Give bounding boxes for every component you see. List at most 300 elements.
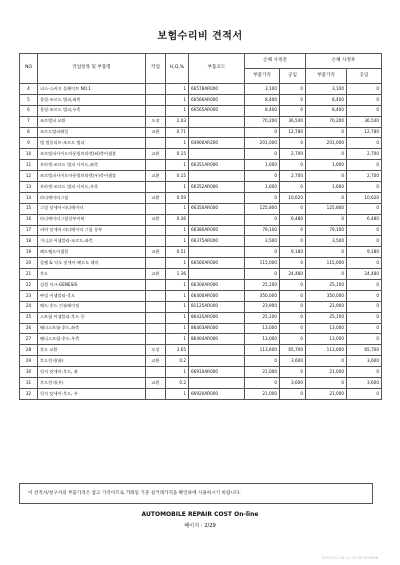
row-part-code: 66352AR000 xyxy=(189,182,245,193)
row-labor-after: 0 xyxy=(347,105,382,116)
row-parts-price-before: 21,000 xyxy=(245,388,280,399)
row-item-name: 물링-조르드 범퍼,우측 xyxy=(38,105,146,116)
row-parts-price-before: 25,100 xyxy=(245,312,280,323)
row-no: 25 xyxy=(20,312,38,323)
row-no: 26 xyxy=(20,323,38,334)
row-labor-before: 0 xyxy=(280,301,306,312)
row-no: 13 xyxy=(20,182,38,193)
row-work: 교환 xyxy=(146,149,166,160)
row-parts-price-before: 0 xyxy=(245,356,280,367)
table-row xyxy=(20,160,382,171)
row-part-code: 66920AR000 xyxy=(189,388,245,399)
row-hq: 1 xyxy=(166,258,189,269)
price-notice: 이 견적서/청구서의 부품가격은 참고 가격이므로 거래일 기준 실거래가격을 확인하에 사용하시기 바랍니다. xyxy=(19,483,373,504)
row-no: 18 xyxy=(20,236,38,247)
row-work: 교환 xyxy=(146,127,166,138)
header-item: 작업항목 및 부품명 xyxy=(38,54,146,84)
row-labor-after: 0 xyxy=(347,367,382,378)
row-hq: 0.15 xyxy=(166,171,189,182)
row-hq: 1 xyxy=(166,203,189,214)
row-hq: 0.2 xyxy=(166,356,189,367)
table-row xyxy=(20,127,382,138)
row-labor-before: 0 xyxy=(280,323,306,334)
row-parts-price-after: 1,600 xyxy=(306,182,347,193)
row-item-name: 후드힌지(좌) xyxy=(38,356,146,367)
row-hq: 0.59 xyxy=(166,192,189,203)
row-parts-price-after: 21,000 xyxy=(306,388,347,399)
row-parts-price-after: 115,000 xyxy=(306,258,347,269)
row-parts-price-before: 0 xyxy=(245,269,280,280)
row-labor-after: 10,620 xyxy=(347,192,382,203)
row-parts-price-after: 8,400 xyxy=(306,105,347,116)
row-part-code xyxy=(189,356,245,367)
print-timestamp: 2019-02-18 11:25:39 878388 xyxy=(321,555,378,560)
row-work xyxy=(146,258,166,269)
footer-brand: AUTOMOBILE REPAIR COST On-line xyxy=(141,511,259,518)
header-labor-before: 공임 xyxy=(280,69,306,84)
row-no: 27 xyxy=(20,334,38,345)
row-hq: 1 xyxy=(166,367,189,378)
row-labor-before: 9,180 xyxy=(280,247,306,258)
row-labor-after: 0 xyxy=(347,203,382,214)
row-labor-before: 24,480 xyxy=(280,269,306,280)
row-item-name: 조르범퍼 교환 xyxy=(38,116,146,127)
row-work xyxy=(146,334,166,345)
row-no: 19 xyxy=(20,247,38,258)
row-labor-before: 0 xyxy=(280,203,306,214)
header-hq: H,Q,% xyxy=(166,54,189,84)
row-labor-before: 0 xyxy=(280,312,306,323)
row-labor-before: 65,700 xyxy=(280,345,306,356)
row-parts-price-after: 350,000 xyxy=(306,290,347,301)
row-parts-price-before: 23,900 xyxy=(245,301,280,312)
row-part-code xyxy=(189,345,245,356)
row-hq: 1 xyxy=(166,334,189,345)
row-no: 14 xyxy=(20,192,38,203)
row-part-code: 86403AR000 xyxy=(189,323,245,334)
row-item-name: 피스-스커프 플레이트 NO.1 xyxy=(38,84,146,95)
row-hq: 1 xyxy=(166,94,189,105)
row-parts-price-after: 0 xyxy=(306,171,347,182)
table-row xyxy=(20,323,382,334)
row-item-name: 브라켓-조르드 범퍼 사이드,좌측 xyxy=(38,160,146,171)
row-parts-price-before: 350,000 xyxy=(245,290,280,301)
row-labor-before: 0 xyxy=(280,258,306,269)
row-hq: 1 xyxy=(166,388,189,399)
table-row xyxy=(20,182,382,193)
row-part-code: 66380AR000 xyxy=(189,225,245,236)
row-parts-price-before: 201,000 xyxy=(245,138,280,149)
table-row xyxy=(20,334,382,345)
row-hq: 1 xyxy=(166,236,189,247)
row-item-name: 실렁 어크-GENESIS xyxy=(38,280,146,291)
row-hq: 1 xyxy=(166,312,189,323)
table-row xyxy=(20,388,382,399)
row-item-name: 후드 xyxy=(38,269,146,280)
row-item-name: 힌지 앗세이-후드, 우 xyxy=(38,388,146,399)
row-labor-before: 0 xyxy=(280,84,306,95)
row-labor-after: 12,780 xyxy=(347,127,382,138)
row-parts-price-after: 201,000 xyxy=(306,138,347,149)
table-row xyxy=(20,236,382,247)
row-item-name: 헤드램프어셈블 xyxy=(38,247,146,258)
row-parts-price-after: 8,400 xyxy=(306,94,347,105)
row-parts-price-before: 0 xyxy=(245,149,280,160)
row-parts-price-after: 0 xyxy=(306,214,347,225)
row-hq: 2.03 xyxy=(166,116,189,127)
row-no: 12 xyxy=(20,171,38,182)
row-labor-after: 0 xyxy=(347,138,382,149)
page-number: 페이지 : 2/29 xyxy=(184,523,216,529)
row-work xyxy=(146,160,166,171)
row-parts-price-after: 125,800 xyxy=(306,203,347,214)
header-parts-price-before: 부품가격 xyxy=(245,69,280,84)
row-labor-after: 9,180 xyxy=(347,247,382,258)
row-labor-after: 0 xyxy=(347,301,382,312)
row-labor-after: 0 xyxy=(347,290,382,301)
table-row xyxy=(20,138,382,149)
row-no: 8 xyxy=(20,127,38,138)
row-labor-after: 0 xyxy=(347,323,382,334)
row-hq: 1.36 xyxy=(166,269,189,280)
header-before-group: 손해 사정전 xyxy=(245,54,306,69)
row-labor-after: 65,700 xyxy=(347,345,382,356)
row-parts-price-before: 1,600 xyxy=(245,160,280,171)
row-part-code: 66560AR000 xyxy=(189,258,245,269)
table-row xyxy=(20,192,382,203)
row-work xyxy=(146,367,166,378)
row-item-name: 웨더스트립-후드,우측 xyxy=(38,334,146,345)
row-item-name: 후드힌지(우) xyxy=(38,378,146,389)
row-labor-after: 2,700 xyxy=(347,171,382,182)
row-parts-price-after: 0 xyxy=(306,247,347,258)
row-labor-after: 3,600 xyxy=(347,378,382,389)
row-item-name: 물링-조르드 범퍼,좌측 xyxy=(38,94,146,105)
table-row xyxy=(20,105,382,116)
row-item-name: 조르드범퍼레일 xyxy=(38,127,146,138)
row-parts-price-before: 3,500 xyxy=(245,236,280,247)
row-part-code xyxy=(189,214,245,225)
table-row xyxy=(20,378,382,389)
row-parts-price-before: 113,600 xyxy=(245,345,280,356)
row-labor-before: 12,780 xyxy=(280,127,306,138)
row-work xyxy=(146,138,166,149)
table-header-row xyxy=(20,54,382,69)
row-labor-before: 2,700 xyxy=(280,171,306,182)
row-labor-before: 3,600 xyxy=(280,356,306,367)
table-row xyxy=(20,247,382,258)
table-row xyxy=(20,345,382,356)
row-labor-before: 3,600 xyxy=(280,378,306,389)
row-part-code xyxy=(189,192,245,203)
row-labor-before: 0 xyxy=(280,290,306,301)
row-item-name: 그릴 앗세이-라디에이터 xyxy=(38,203,146,214)
row-no: 28 xyxy=(20,345,38,356)
row-part-code: 86435AR000 xyxy=(189,312,245,323)
row-parts-price-after: 70,200 xyxy=(306,116,347,127)
row-parts-price-after: 1,600 xyxy=(306,160,347,171)
row-labor-before: 0 xyxy=(280,280,306,291)
row-part-code: 66300AR000 xyxy=(189,280,245,291)
row-labor-before: 10,620 xyxy=(280,192,306,203)
row-hq: 1 xyxy=(166,105,189,116)
table-row xyxy=(20,356,382,367)
row-no: 24 xyxy=(20,301,38,312)
row-parts-price-before: 1,600 xyxy=(245,182,280,193)
row-no: 32 xyxy=(20,388,38,399)
row-work: 교환 xyxy=(146,192,166,203)
row-no: 30 xyxy=(20,367,38,378)
header-parts-price-after: 부품가격 xyxy=(306,69,347,84)
row-labor-before: 0 xyxy=(280,182,306,193)
row-work: 교환 xyxy=(146,269,166,280)
row-part-code xyxy=(189,127,245,138)
row-no: 20 xyxy=(20,258,38,269)
row-parts-price-after: 0 xyxy=(306,378,347,389)
row-work xyxy=(146,203,166,214)
row-item-name: 브라켓-조르드 범퍼 사이드,우측 xyxy=(38,182,146,193)
row-parts-price-after: 23,900 xyxy=(306,301,347,312)
row-parts-price-after: 3,100 xyxy=(306,84,347,95)
row-parts-price-before: 13,000 xyxy=(245,323,280,334)
row-no: 15 xyxy=(20,203,38,214)
row-parts-price-after: 79,100 xyxy=(306,225,347,236)
row-item-name: 조르범퍼사이드아웃링브라켓(우)측어셈블 xyxy=(38,171,146,182)
row-hq: 0.2 xyxy=(166,378,189,389)
row-parts-price-after: 13,000 xyxy=(306,334,347,345)
row-labor-before: 2,700 xyxy=(280,149,306,160)
row-work xyxy=(146,225,166,236)
row-hq: 1 xyxy=(166,301,189,312)
row-labor-after: 0 xyxy=(347,94,382,105)
row-hq: 1 xyxy=(166,290,189,301)
row-part-code: 66400AR000 xyxy=(189,290,245,301)
table-row xyxy=(20,214,382,225)
row-work xyxy=(146,182,166,193)
row-part-code xyxy=(189,269,245,280)
row-parts-price-before: 8,400 xyxy=(245,105,280,116)
header-labor-after: 공임 xyxy=(347,69,382,84)
row-hq: 1 xyxy=(166,323,189,334)
row-item-name: 라디에이터그릴 xyxy=(38,192,146,203)
row-labor-after: 0 xyxy=(347,312,382,323)
row-labor-after: 24,480 xyxy=(347,269,382,280)
row-labor-after: 3,600 xyxy=(347,356,382,367)
row-parts-price-before: 79,100 xyxy=(245,225,280,236)
row-part-code xyxy=(189,149,245,160)
table-row xyxy=(20,171,382,182)
row-parts-price-before: 25,100 xyxy=(245,280,280,291)
row-item-name: 후드 교환 xyxy=(38,345,146,356)
row-work: 교환 xyxy=(146,214,166,225)
row-hq: 0.15 xyxy=(166,149,189,160)
row-part-code xyxy=(189,116,245,127)
row-work xyxy=(146,290,166,301)
row-part-code: 66351AR000 xyxy=(189,160,245,171)
row-item-name: 힌지 앗세이-후드, 좌 xyxy=(38,367,146,378)
row-work xyxy=(146,388,166,399)
row-hq: 1 xyxy=(166,280,189,291)
table-row xyxy=(20,84,382,95)
row-parts-price-after: 25,100 xyxy=(306,312,347,323)
row-hq: 0.36 xyxy=(166,214,189,225)
row-labor-after: 0 xyxy=(347,160,382,171)
row-labor-after: 0 xyxy=(347,258,382,269)
row-labor-after: 0 xyxy=(347,225,382,236)
row-item-name: 범 컴플리트-조르드 범퍼 xyxy=(38,138,146,149)
row-work xyxy=(146,236,166,247)
row-item-name: 패드-후드 인슐레이팅 xyxy=(38,301,146,312)
row-parts-price-after: 0 xyxy=(306,192,347,203)
table-row xyxy=(20,258,382,269)
row-no: 22 xyxy=(20,280,38,291)
row-parts-price-after: 25,100 xyxy=(306,280,347,291)
row-no: 17 xyxy=(20,225,38,236)
row-item-name: 판넬 어셈블리-후드 xyxy=(38,290,146,301)
row-parts-price-before: 0 xyxy=(245,127,280,138)
row-labor-after: 0 xyxy=(347,182,382,193)
row-work xyxy=(146,84,166,95)
row-parts-price-before: 0 xyxy=(245,192,280,203)
row-work: 교환 xyxy=(146,356,166,367)
row-no: 23 xyxy=(20,290,38,301)
row-hq: 3.65 xyxy=(166,345,189,356)
row-parts-price-before: 115,000 xyxy=(245,258,280,269)
row-parts-price-before: 70,200 xyxy=(245,116,280,127)
row-labor-before: 36,540 xyxy=(280,116,306,127)
table-row xyxy=(20,280,382,291)
row-part-code xyxy=(189,171,245,182)
row-part-code: 86404AR000 xyxy=(189,334,245,345)
row-labor-before: 0 xyxy=(280,225,306,236)
header-work: 작업 xyxy=(146,54,166,84)
row-parts-price-after: 21,000 xyxy=(306,367,347,378)
row-part-code: 66375AR000 xyxy=(189,236,245,247)
row-labor-after: 0 xyxy=(347,334,382,345)
row-parts-price-before: 0 xyxy=(245,214,280,225)
row-part-code xyxy=(189,378,245,389)
row-parts-price-before: 125,800 xyxy=(245,203,280,214)
row-item-name: 클램 & 익도 앗세이-헤드도 레머 xyxy=(38,258,146,269)
table-row xyxy=(20,269,382,280)
row-parts-price-after: 0 xyxy=(306,149,347,160)
row-labor-before: 0 xyxy=(280,334,306,345)
row-labor-before: 0 xyxy=(280,388,306,399)
row-no: 6 xyxy=(20,105,38,116)
row-item-name: 가니쉬 어셈블리-조르드,좌측 xyxy=(38,236,146,247)
row-work xyxy=(146,105,166,116)
row-parts-price-after: 13,000 xyxy=(306,323,347,334)
row-item-name: 커버 앗세이-라디에이터 그릴 상부 xyxy=(38,225,146,236)
table-row xyxy=(20,225,382,236)
row-item-name: 스트립 어셈블리-후드 등 xyxy=(38,312,146,323)
table-row xyxy=(20,149,382,160)
row-parts-price-before: 0 xyxy=(245,378,280,389)
row-part-code: 66578AR000 xyxy=(189,84,245,95)
table-row xyxy=(20,367,382,378)
row-work: 교환 xyxy=(146,378,166,389)
estimate-table xyxy=(19,53,382,400)
row-no: 29 xyxy=(20,356,38,367)
row-labor-before: 0 xyxy=(280,105,306,116)
row-parts-price-after: 0 xyxy=(306,356,347,367)
row-parts-price-before: 0 xyxy=(245,247,280,258)
row-no: 7 xyxy=(20,116,38,127)
row-work: 교환 xyxy=(146,247,166,258)
row-labor-after: 0 xyxy=(347,388,382,399)
row-labor-before: 0 xyxy=(280,236,306,247)
header-no: NO xyxy=(20,54,38,84)
row-labor-after: 6,480 xyxy=(347,214,382,225)
row-parts-price-before: 13,000 xyxy=(245,334,280,345)
row-part-code xyxy=(189,247,245,258)
table-row xyxy=(20,203,382,214)
header-code: 부품코드 xyxy=(189,54,245,84)
row-parts-price-before: 8,400 xyxy=(245,94,280,105)
row-labor-before: 0 xyxy=(280,138,306,149)
row-part-code: 66566AR000 xyxy=(189,94,245,105)
row-hq: 1 xyxy=(166,138,189,149)
header-after-group: 손해 사정후 xyxy=(306,54,382,69)
row-labor-before: 0 xyxy=(280,94,306,105)
row-labor-before: 0 xyxy=(280,160,306,171)
row-labor-after: 2,700 xyxy=(347,149,382,160)
row-no: 5 xyxy=(20,94,38,105)
row-no: 31 xyxy=(20,378,38,389)
row-part-code: 64900AR200 xyxy=(189,138,245,149)
row-hq: 0.51 xyxy=(166,247,189,258)
row-item-name: 웨더스트립-후드,좌측 xyxy=(38,323,146,334)
row-parts-price-after: 0 xyxy=(306,269,347,280)
table-row xyxy=(20,94,382,105)
row-work xyxy=(146,94,166,105)
row-item-name: 조르범퍼사이드아웃링브라켓(좌)측어셈블 xyxy=(38,149,146,160)
row-no: 11 xyxy=(20,160,38,171)
row-item-name: 라디에이터그릴상부커버 xyxy=(38,214,146,225)
row-hq: 0.71 xyxy=(166,127,189,138)
table-row xyxy=(20,116,382,127)
row-no: 10 xyxy=(20,149,38,160)
row-no: 21 xyxy=(20,269,38,280)
row-work: 도장 xyxy=(146,345,166,356)
row-part-code: 66350AR000 xyxy=(189,203,245,214)
row-parts-price-after: 3,500 xyxy=(306,236,347,247)
row-hq: 1 xyxy=(166,225,189,236)
table-row xyxy=(20,290,382,301)
row-work xyxy=(146,323,166,334)
row-labor-after: 0 xyxy=(347,84,382,95)
row-parts-price-after: 0 xyxy=(306,127,347,138)
row-no: 9 xyxy=(20,138,38,149)
row-parts-price-before: 3,100 xyxy=(245,84,280,95)
row-work xyxy=(146,301,166,312)
row-parts-price-before: 21,000 xyxy=(245,367,280,378)
table-row xyxy=(20,312,382,323)
row-parts-price-after: 113,600 xyxy=(306,345,347,356)
row-hq: 1 xyxy=(166,84,189,95)
row-labor-before: 0 xyxy=(280,367,306,378)
document-title: 보험수리비 견적서 xyxy=(157,31,243,42)
row-no: 16 xyxy=(20,214,38,225)
row-hq: 1 xyxy=(166,160,189,171)
row-no: 4 xyxy=(20,84,38,95)
row-parts-price-before: 0 xyxy=(245,171,280,182)
row-labor-after: 36,540 xyxy=(347,116,382,127)
row-work: 도장 xyxy=(146,116,166,127)
row-labor-before: 6,480 xyxy=(280,214,306,225)
row-work: 교환 xyxy=(146,171,166,182)
row-hq: 1 xyxy=(166,182,189,193)
